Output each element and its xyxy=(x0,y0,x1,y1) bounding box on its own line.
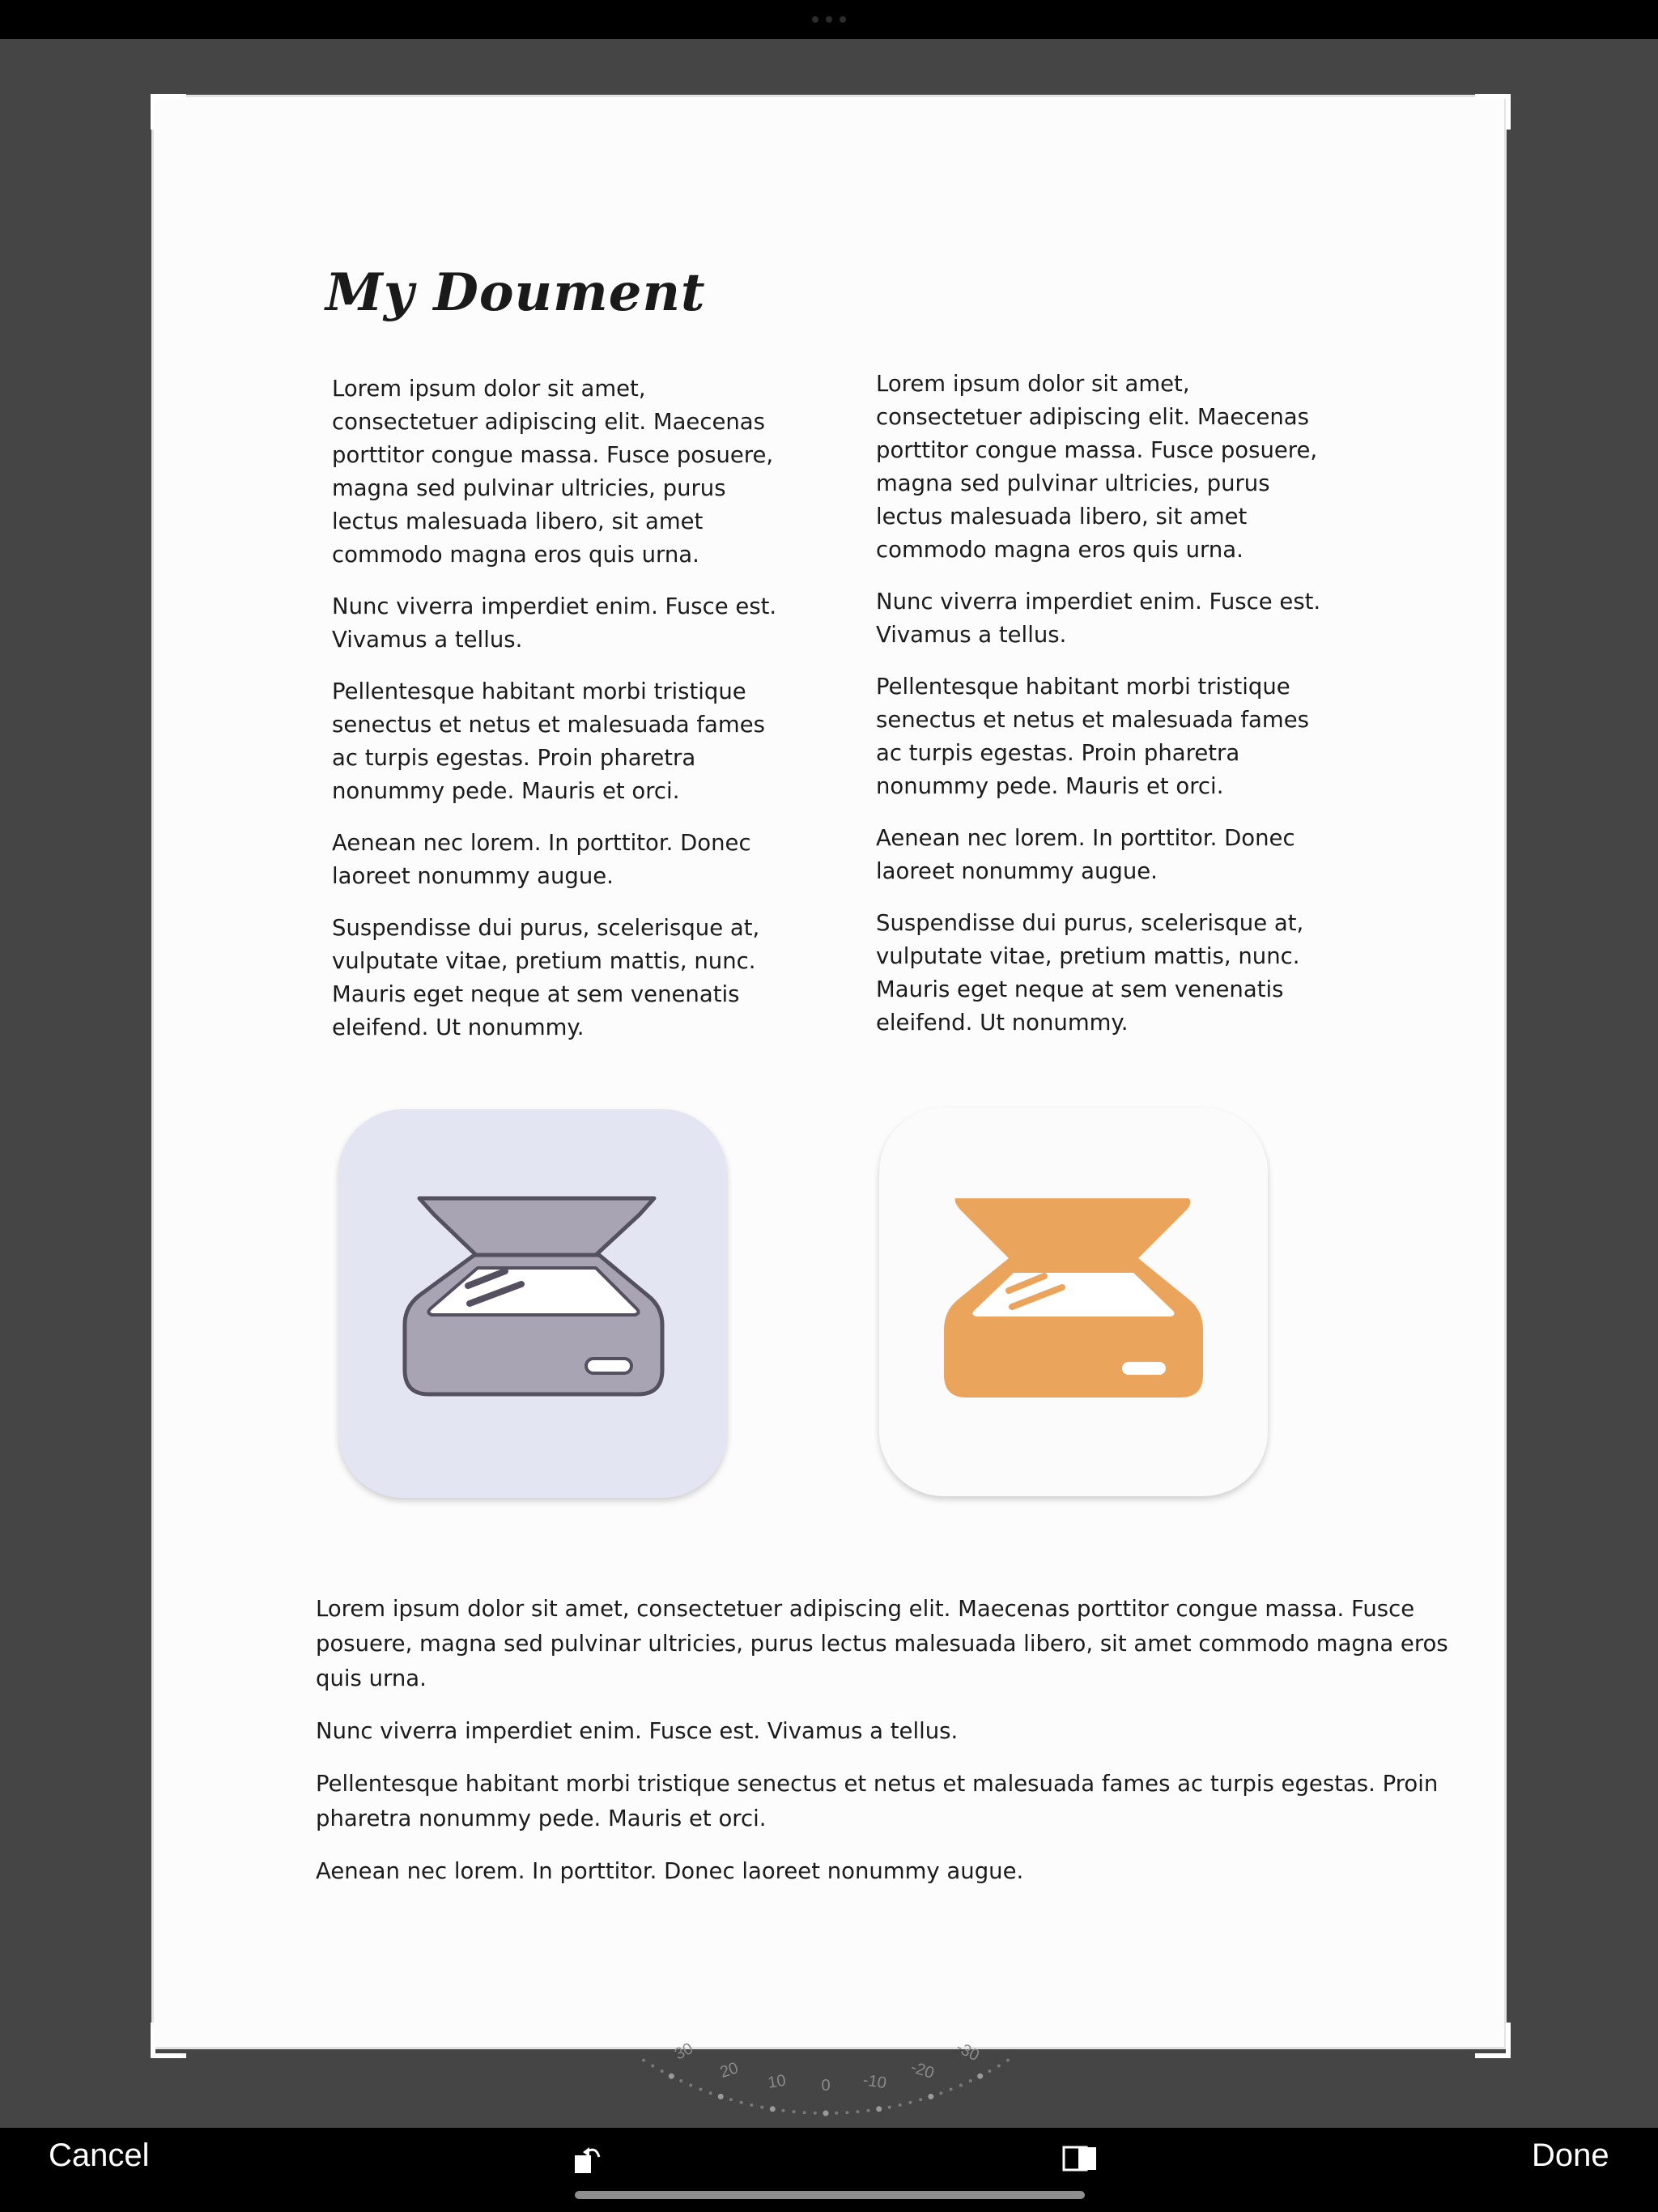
scanner-icon xyxy=(338,1109,727,1498)
dial-tick xyxy=(845,2111,848,2114)
dial-tick xyxy=(709,2091,712,2095)
dial-tick xyxy=(651,2065,654,2068)
scanned-document-page xyxy=(154,97,1504,2047)
paragraph: Lorem ipsum dolor sit amet, consectetuer adipiscing elit. Maecenas porttitor congue massa. Fusce posuere, magna sed pulvinar ultricies, purus lectus malesuada libero, sit amet commodo magna eros quis urna. xyxy=(332,376,774,568)
dial-tick xyxy=(1006,2059,1010,2062)
paragraph: Suspendisse dui purus, scelerisque at, vulputate vitae, pretium mattis, nunc. Mauris eget neque at sem venenatis eleifend. Ut nonummy. xyxy=(332,915,760,1040)
dial-tick xyxy=(760,2106,763,2109)
crop-handle-bottom-left[interactable] xyxy=(151,2023,186,2058)
dial-tick xyxy=(969,2079,972,2082)
paragraph: Pellentesque habitant morbi tristique senectus et netus et malesuada fames ac turpis egestas. Proin pharetra nonummy pede. Mauris et orci. xyxy=(316,1771,1439,1831)
dial-tick xyxy=(803,2111,806,2114)
paragraph: Aenean nec lorem. In porttitor. Donec laoreet nonummy augue. xyxy=(316,1858,1024,1884)
dial-tick xyxy=(959,2084,963,2087)
paragraph: Pellentesque habitant morbi tristique senectus et netus et malesuada fames ac turpis egestas. Proin pharetra nonummy pede. Mauris et orci. xyxy=(876,674,1309,799)
dial-tick xyxy=(867,2109,870,2112)
dial-tick xyxy=(669,2074,674,2079)
dial-tick xyxy=(718,2094,724,2099)
dial-tick xyxy=(928,2094,933,2099)
crop-workspace xyxy=(0,39,1658,2128)
dial-tick xyxy=(977,2074,983,2079)
dial-tick xyxy=(888,2106,891,2109)
dial-tick xyxy=(908,2101,912,2104)
dial-label: 30 xyxy=(671,2040,696,2064)
crop-handle-bottom-right[interactable] xyxy=(1475,2023,1511,2058)
paragraph: Aenean nec lorem. In porttitor. Donec laoreet nonummy augue. xyxy=(332,830,751,889)
dial-tick xyxy=(919,2098,922,2101)
paragraph: Lorem ipsum dolor sit amet, consectetuer adipiscing elit. Maecenas porttitor congue massa. Fusce posuere, magna sed pulvinar ultricies, purus lectus malesuada libero, sit amet commodo magna eros quis urna. xyxy=(876,371,1318,563)
paragraph: Nunc viverra imperdiet enim. Fusce est. Vivamus a tellus. xyxy=(316,1718,959,1744)
scanner-app-icon-lavender xyxy=(338,1109,727,1498)
dial-tick xyxy=(642,2059,645,2062)
paragraph: Nunc viverra imperdiet enim. Fusce est. Vivamus a tellus. xyxy=(332,593,777,653)
dial-label: 10 xyxy=(766,2071,788,2092)
dial-label: -20 xyxy=(908,2058,937,2083)
dial-tick xyxy=(899,2104,902,2107)
dial-tick xyxy=(740,2101,743,2104)
done-button[interactable]: Done xyxy=(1532,2138,1609,2173)
bottom-toolbar xyxy=(0,2128,1658,2212)
pages-icon[interactable] xyxy=(1061,2144,1099,2173)
dial-tick xyxy=(699,2088,702,2091)
full-width-text xyxy=(316,1592,1498,1907)
dial-tick xyxy=(939,2091,942,2095)
dial-label: 20 xyxy=(717,2059,741,2082)
dial-tick xyxy=(876,2106,882,2112)
cancel-button[interactable]: Cancel xyxy=(49,2138,150,2173)
crop-handle-top-left[interactable] xyxy=(151,94,186,130)
paragraph: Lorem ipsum dolor sit amet, consectetuer adipiscing elit. Maecenas porttitor congue massa. Fusce posuere, magna sed pulvinar ultricies, purus lectus malesuada libero, sit amet commodo magna eros quis urna. xyxy=(316,1596,1448,1691)
paragraph: Suspendisse dui purus, scelerisque at, vulputate vitae, pretium mattis, nunc. Mauris eget neque at sem venenatis eleifend. Ut nonummy. xyxy=(876,910,1304,1036)
dial-tick xyxy=(689,2084,692,2087)
paragraph: Pellentesque habitant morbi tristique senectus et netus et malesuada fames ac turpis egestas. Proin pharetra nonummy pede. Mauris et orci. xyxy=(332,678,765,804)
scanner-icon xyxy=(879,1108,1268,1496)
dial-tick xyxy=(823,2111,829,2116)
dial-tick xyxy=(679,2079,682,2082)
dial-tick xyxy=(781,2109,784,2112)
dial-tick xyxy=(770,2106,776,2112)
multitasking-dots[interactable] xyxy=(812,16,846,23)
dial-tick xyxy=(997,2065,1001,2068)
dial-tick xyxy=(750,2104,753,2107)
dial-tick xyxy=(793,2110,796,2113)
dial-tick xyxy=(729,2098,733,2101)
dial-label: 0 xyxy=(821,2077,831,2095)
document-title: My Doument xyxy=(325,262,706,323)
paragraph: Aenean nec lorem. In porttitor. Donec laoreet nonummy augue. xyxy=(876,825,1295,884)
right-column xyxy=(876,368,1329,1058)
home-indicator xyxy=(575,2191,1085,2199)
left-column xyxy=(332,372,785,1063)
dial-tick xyxy=(988,2069,991,2073)
dial-tick xyxy=(950,2088,953,2091)
scanner-app-icon-orange xyxy=(879,1108,1268,1496)
dial-tick xyxy=(835,2112,838,2115)
dial-tick xyxy=(814,2112,817,2115)
rotate-left-icon[interactable] xyxy=(572,2141,607,2176)
dial-tick xyxy=(661,2069,664,2073)
dial-label: -30 xyxy=(953,2040,983,2065)
dial-tick xyxy=(857,2110,860,2113)
dial-label: -10 xyxy=(861,2071,888,2093)
crop-handle-top-right[interactable] xyxy=(1475,94,1511,130)
top-status-bar xyxy=(0,0,1658,39)
paragraph: Nunc viverra imperdiet enim. Fusce est. Vivamus a tellus. xyxy=(876,589,1321,648)
